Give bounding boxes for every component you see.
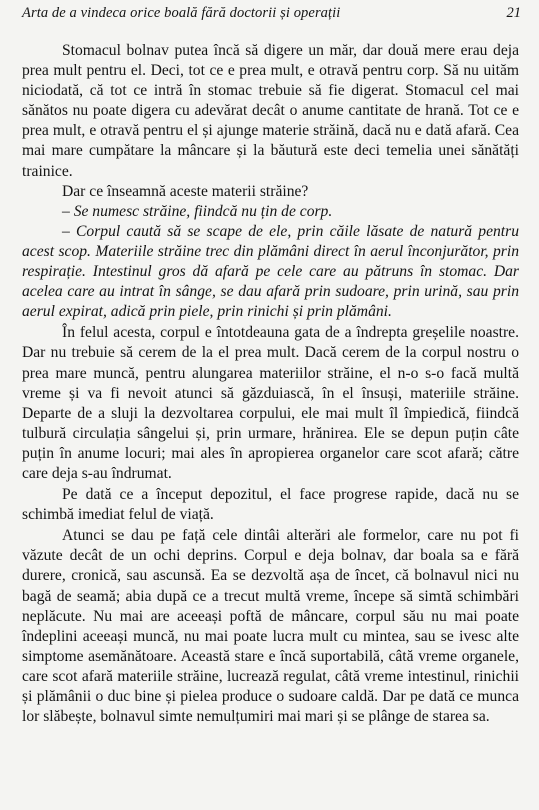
running-header xyxy=(22,5,521,25)
paragraph: Atunci se dau pe față cele dintâi alterări ale formelor, care nu pot fi văzute decât de un ochi deprins. Corpul e deja bolnav, dar boala sa e fără durere, cronică, sau ascunsă. Ea se dezvoltă așa de încet, că bolnavul nici nu bagă de seamă; abia după ce a trecut multă vreme, începe să simtă schimbări neplăcute. Nu mai are aceeași poftă de mâncare, corpul său nu mai poate îndeplini aceeași muncă, nu mai poate lucra mult cu mintea, sau se ivesc alte simptome asemănătoare. Această stare e încă suportabilă, câtă vreme organele, care scot afară materiile străine, lucrează regulat, câtă vreme intestinul, rinichii și plămânii o duc bine și pielea produce o sudoare caldă. Dar pe dată ce munca lor slăbește, bolnavul simte nemulțumiri mai mari și se plânge de starea sa. xyxy=(22,527,519,726)
text-body xyxy=(22,41,519,727)
italic-paragraph: – Se numesc străine, fiindcă nu țin de corp. xyxy=(62,202,333,220)
paragraph: Dar ce înseamnă aceste materii străine? xyxy=(62,182,309,200)
paragraph: Stomacul bolnav putea încă să digere un măr, dar două mere erau deja prea mult pentru el. Deci, tot ce e prea mult, e otravă pentru corp. Să nu uităm niciodată, că tot ce intră în stomac trebuie să fie digerat. Stomacul cel mai sănătos nu poate digera cu adevărat decât o anume cantitate de hrană. Tot ce e prea mult, e otravă pentru el și ajunge materie străină, dacă nu e dată afară. Cea mai mare cumpătare la mâncare și la băutură este deci temelia unei sănătăți trainice. xyxy=(22,42,519,180)
paragraph: Pe dată ce a început depozitul, el face progrese rapide, dacă nu se schimbă imediat felul de viață. xyxy=(22,486,519,524)
page-number: 21 xyxy=(506,5,521,21)
running-title: Arta de a vindeca orice boală fără doctorii și operații xyxy=(22,5,341,21)
paragraph: În felul acesta, corpul e întotdeauna gata de a îndrepta greșelile noastre. Dar nu trebuie să cerem de la el prea mult. Dacă cerem de la corpul nostru o prea mare muncă, pentru alungarea materiilor străine, el n-o s-o facă multă vreme și va fi nevoit atunci să găzduiască, în el însuși, materiile străine. Departe de a sluji la dezvoltarea corpului, ele mai mult îl împiedică, fiindcă tulbură circulația sângelui și, prin urmare, hrănirea. Ele se depun puțin câte puțin în anume locuri; mai ales în apropierea organelor care scot afară; către care deja s-au îndrumat. xyxy=(22,324,519,482)
italic-paragraph: – Corpul caută să se scape de ele, prin căile lăsate de natură pentru acest scop. Materiile străine trec din plămâni direct în aerul înconjurător, prin respirație. Intestinul gros dă afară pe cele care au pătruns în stomac. Dar acelea care au intrat în sânge, se dau afară prin sudoare, prin urină, sau prin aerul expirat, adică prin piele, prin rinichi și prin plămâni. xyxy=(22,222,519,321)
